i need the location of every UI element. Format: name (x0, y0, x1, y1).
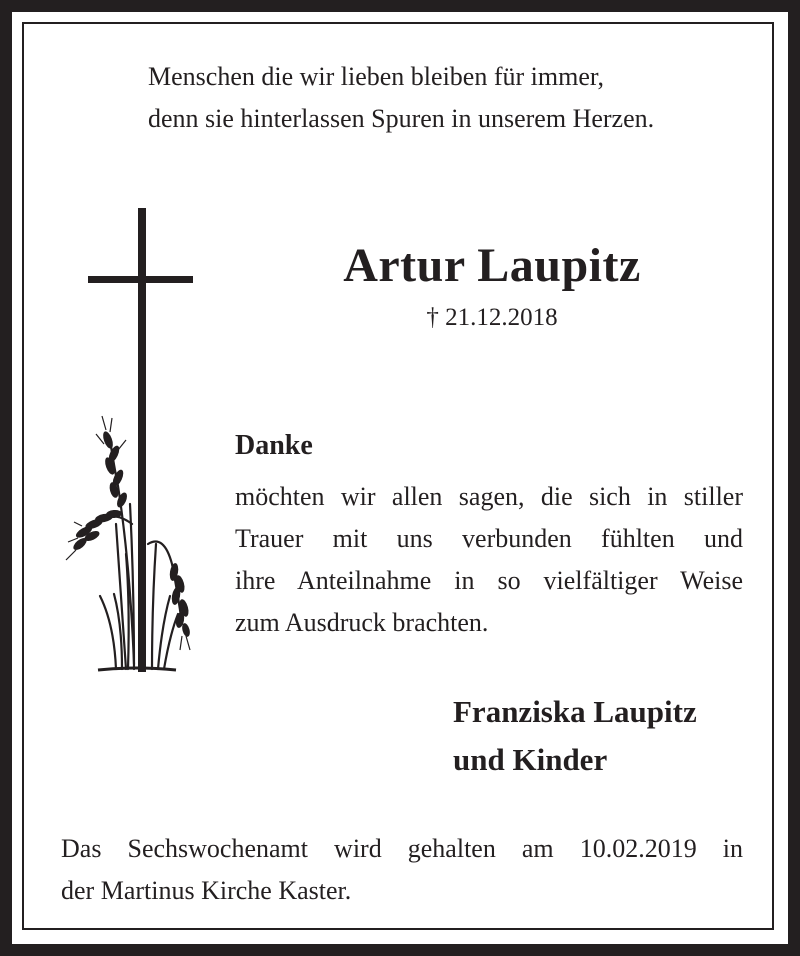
obituary-notice (12, 12, 788, 944)
death-date: † 21.12.2018 (426, 304, 558, 331)
thanks-line-3: ihre Anteilnahme in so vielfältiger Weise (235, 566, 743, 595)
signer-line-1: Franziska Laupitz (453, 694, 697, 729)
thanks-line-1: möchten wir allen sagen, die sich in stiller (235, 482, 743, 511)
notice-line-2: der Martinus Kirche Kaster. (61, 876, 352, 905)
motto-line-2: denn sie hinterlassen Spuren in unserem Herzen. (148, 104, 655, 133)
signer-line-2: und Kinder (453, 742, 608, 777)
cross-with-wheat-icon (56, 204, 206, 684)
deceased-name: Artur Laupitz (343, 239, 641, 292)
thanks-heading: Danke (235, 430, 313, 461)
thanks-line-4: zum Ausdruck brachten. (235, 608, 489, 637)
motto-line-1: Menschen die wir lieben bleiben für immer, (148, 62, 604, 91)
thanks-text (235, 476, 743, 644)
thanks-line-2: Trauer mit uns verbunden fühlten und (235, 524, 743, 553)
signers (453, 688, 697, 784)
notice-line-1: Das Sechswochenamt wird gehalten am 10.02.2019 in (61, 834, 743, 863)
service-notice (61, 828, 743, 912)
motto (148, 56, 768, 140)
